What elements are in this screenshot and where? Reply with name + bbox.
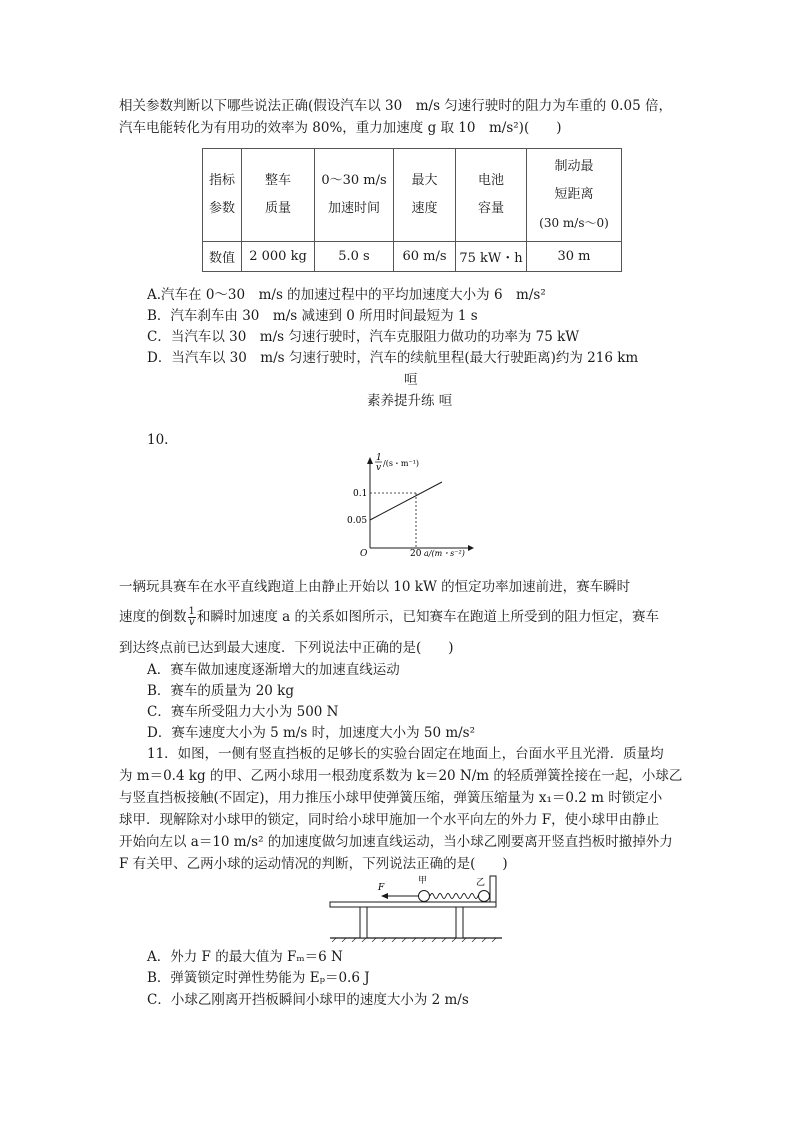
x-tick: 20: [410, 549, 422, 559]
ball-jia: [419, 891, 430, 902]
q11-line6: F 有关甲、乙两小球的运动情况的判断，下列说法正确的是( ): [119, 856, 508, 872]
q9-option-a: A.汽车在 0～30 m/s 的加速过程中的平均加速度大小为 6 m/s²: [147, 287, 546, 303]
table-value-max-speed: 60 m/s: [394, 242, 456, 272]
q10-option-d: D．赛车速度大小为 5 m/s 时，加速度大小为 50 m/s²: [147, 725, 476, 741]
vertical-baffle: [490, 876, 496, 902]
q10-stem-line2: [119, 604, 659, 630]
q10-option-b: B．赛车的质量为 20 kg: [147, 683, 295, 699]
q11-option-a: A．外力 F 的最大值为 Fₘ＝6 N: [147, 949, 343, 965]
table-header-brake-distance: 制动最 短距离 (30 m/s～0): [527, 149, 622, 242]
q11-option-b: B．弹簧锁定时弹性势能为 Eₚ＝0.6 J: [147, 970, 370, 986]
label-jia: 甲: [418, 876, 428, 886]
table-value-brake-distance: 30 m: [527, 242, 622, 272]
q11-line2: 为 m＝0.4 kg 的甲、乙两小球用一根劲度系数为 k＝20 N/m 的轻质弹簧拴接在一起，小球乙: [119, 768, 683, 784]
q10-graph: [338, 450, 478, 560]
q11-line4: 球甲．现解除对小球甲的锁定，同时给小球甲施加一个水平向左的外力 F，使小球甲由静止: [119, 812, 660, 828]
q9-option-c: C．当汽车以 30 m/s 匀速行驶时，汽车克服阻力做功的功率为 75 kW: [147, 329, 580, 345]
q11-line1: 11．如图，一侧有竖直挡板的足够长的实验台固定在地面上，台面水平且光滑．质量均: [147, 746, 664, 762]
label-yi: 乙: [476, 878, 486, 888]
q9-intro-line2: 汽车电能转化为有用功的效率为 80%，重力加速度 g 取 10 m/s²)( ): [119, 120, 562, 136]
q9-option-b: B．汽车刹车由 30 m/s 减速到 0 所用时间最短为 1 s: [147, 308, 478, 324]
origin-label: O: [360, 549, 368, 559]
label-force: F: [378, 883, 385, 893]
table-top: [330, 902, 496, 907]
table-header-accel-time: 0～30 m/s 加速时间: [315, 149, 394, 242]
y-tick-high: 0.1: [353, 489, 368, 499]
y-axis-arrow: [367, 457, 373, 464]
x-axis-label: a/(m・s⁻²): [424, 549, 465, 558]
table-value-battery: 75 kW・h: [456, 242, 527, 272]
spring: [430, 894, 482, 899]
x-axis-arrow: [468, 545, 474, 551]
q11-apparatus: [326, 872, 506, 942]
table-value-accel-time: 5.0 s: [315, 242, 394, 272]
q10-number: 10.: [147, 432, 169, 448]
y-tick-low: 0.05: [347, 516, 368, 526]
q10-option-a: A．赛车做加速度逐渐增大的加速直线运动: [147, 662, 400, 678]
q10-stem-line1: 一辆玩具赛车在水平直线跑道上由静止开始以 10 kW 的恒定功率加速前进，赛车瞬时: [119, 579, 631, 595]
ball-yi: [479, 891, 490, 902]
q11-line3: 与竖直挡板接触(不固定)，用力推压小球甲使弹簧压缩，弹簧压缩量为 x₁＝0.2 m 时锁定小: [119, 790, 663, 806]
q10-stem-line2-b: 和瞬时加速度 a 的关系如图所示，已知赛车在跑道上所受到的阻力恒定，赛车: [196, 609, 660, 625]
section-title: 素养提升练 咺: [367, 393, 453, 409]
section-glyph: 咺: [404, 372, 418, 388]
y-label-v: v: [376, 463, 382, 473]
graph-line: [370, 482, 442, 520]
table-value-label: 数值: [203, 242, 242, 272]
y-label-one: 1: [376, 453, 382, 463]
table-header-mass: 整车 质量: [242, 149, 315, 242]
table-header-battery: 电池 容量: [456, 149, 527, 242]
q11-line5: 开始向左以 a＝10 m/s² 的加速度做匀加速直线运动，当小球乙刚要离开竖直挡板时撤掉外力: [119, 834, 673, 850]
table-header-label: 指标 参数: [203, 149, 242, 242]
force-arrowhead: [381, 893, 388, 899]
y-axis-label: /(s・m⁻¹): [383, 459, 420, 468]
q9-intro-line1: 相关参数判断以下哪些说法正确(假设汽车以 30 m/s 匀速行驶时的阻力为车重的 0.05 倍，: [119, 98, 672, 114]
q9-option-d: D．当汽车以 30 m/s 匀速行驶时，汽车的续航里程(最大行驶距离)约为 216 km: [147, 350, 639, 366]
parameter-table: [202, 148, 622, 272]
table-leg-left: [360, 907, 367, 938]
q10-option-c: C．赛车所受阻力大小为 500 N: [147, 704, 339, 720]
table-value-mass: 2 000 kg: [242, 242, 315, 272]
table-header-max-speed: 最大 速度: [394, 149, 456, 242]
fraction-1-over-v: $\frac{1}{v}$: [188, 606, 195, 628]
q10-stem-line3: 到达终点前已达到最大速度．下列说法中正确的是( ): [119, 640, 454, 656]
q11-option-c: C．小球乙刚离开挡板瞬间小球甲的速度大小为 2 m/s: [147, 992, 469, 1008]
q10-stem-line2-a: 速度的倒数: [119, 609, 187, 625]
table-leg-right: [456, 907, 463, 938]
